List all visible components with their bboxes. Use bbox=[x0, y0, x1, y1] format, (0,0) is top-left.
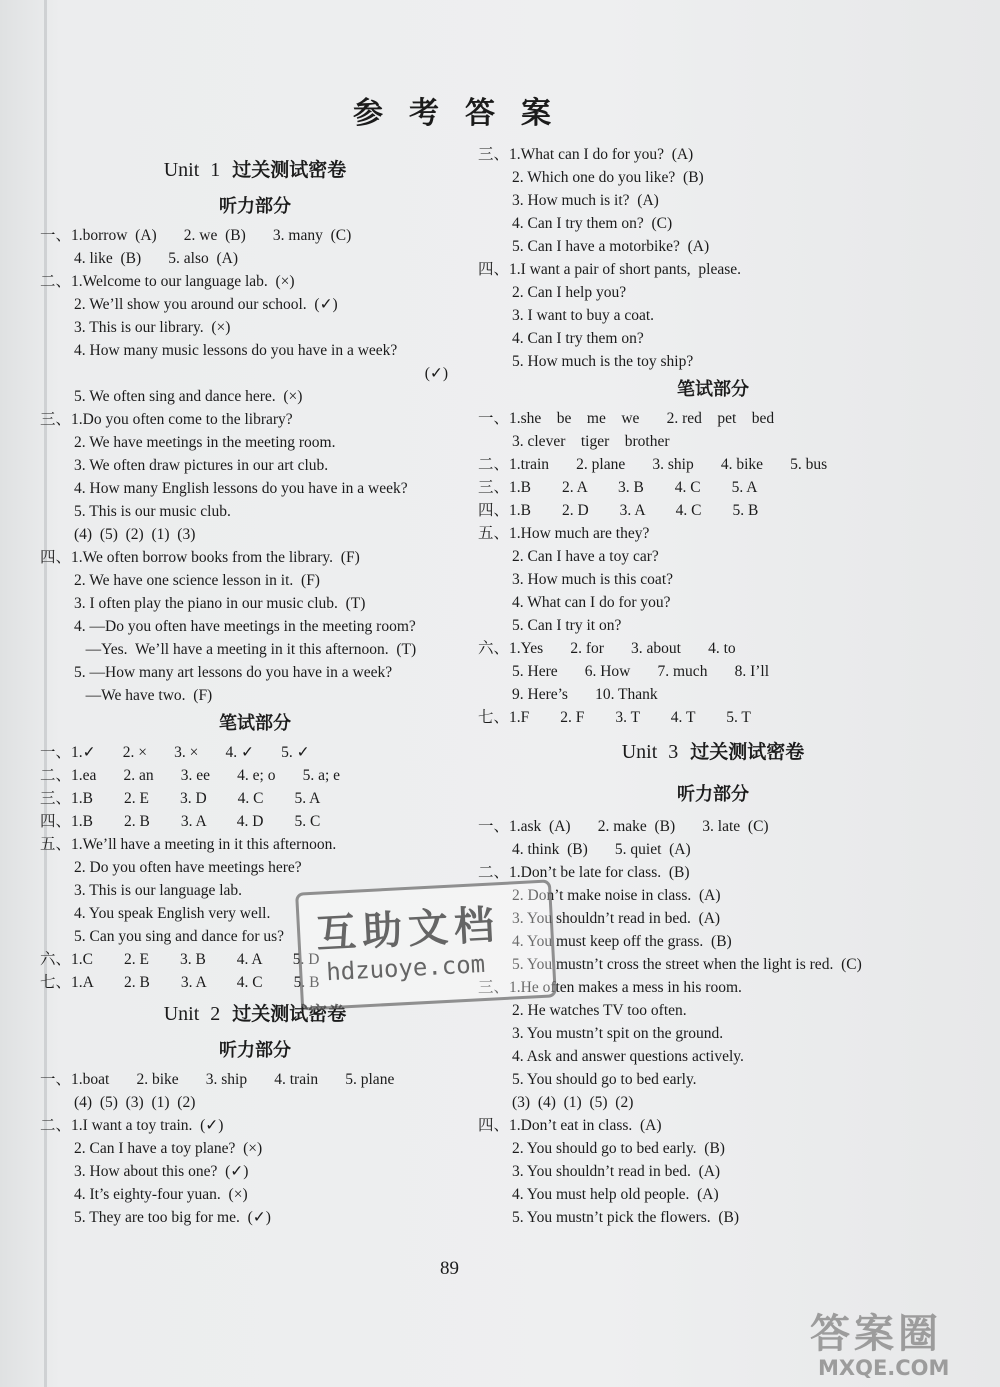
answer-line bbox=[478, 212, 948, 235]
answer-line bbox=[40, 684, 470, 707]
answer-line bbox=[40, 741, 470, 764]
answer-number: 四、1. bbox=[40, 813, 83, 830]
answer-text: 2. You should go to bed early. (B) bbox=[512, 1140, 725, 1157]
unit2-written-heading: 笔试部分 bbox=[677, 379, 749, 400]
unit2-written-answers bbox=[478, 407, 948, 729]
answer-line bbox=[40, 833, 470, 856]
page-number: 89 bbox=[440, 1258, 459, 1279]
answer-text: 4. Can I try them on? bbox=[512, 330, 644, 347]
answer-number: 三、1. bbox=[478, 146, 521, 163]
answer-text: 4. Ask and answer questions actively. bbox=[512, 1048, 744, 1065]
answer-line bbox=[478, 1114, 948, 1137]
answer-number: 三、1. bbox=[40, 790, 83, 807]
answer-text: 3. We often draw pictures in our art club. bbox=[74, 457, 329, 474]
answer-text: 5. You mustn’t pick the flowers. (B) bbox=[512, 1209, 740, 1226]
answer-text: 3. I often play the piano in our music club. (T) bbox=[74, 595, 366, 612]
answer-text: 4. It’s eighty-four yuan. (×) bbox=[74, 1186, 248, 1203]
answer-number: 六、1. bbox=[40, 951, 83, 968]
answer-text: B 2. A 3. B 4. C 5. A bbox=[520, 479, 758, 496]
answer-text: 3. I want to buy a coat. bbox=[512, 307, 655, 324]
answer-number: 六、1. bbox=[478, 640, 521, 657]
answer-text: We often borrow books from the library. (F) bbox=[82, 549, 360, 566]
answer-text: 2. We have meetings in the meeting room. bbox=[74, 434, 336, 451]
answer-text: Do you often come to the library? bbox=[82, 411, 293, 428]
answer-text: 3. This is our language lab. bbox=[74, 882, 243, 899]
page-title: 参考答案 bbox=[353, 96, 577, 131]
answer-line bbox=[40, 270, 470, 293]
logo-url: MXQE.COM bbox=[818, 1356, 950, 1380]
answer-text: (4) (5) (2) (1) (3) bbox=[74, 526, 196, 543]
answer-line bbox=[478, 706, 948, 729]
answer-line bbox=[40, 638, 470, 661]
unit3-heading bbox=[478, 729, 948, 775]
answer-line bbox=[40, 477, 470, 500]
answer-line bbox=[40, 431, 470, 454]
answer-text: 2. Can I have a toy plane? (×) bbox=[74, 1140, 263, 1157]
answer-line bbox=[40, 408, 470, 431]
answer-line bbox=[40, 1068, 470, 1091]
answer-text: 5. Can you sing and dance for us? bbox=[74, 928, 285, 945]
answer-line bbox=[478, 1045, 948, 1068]
answer-text: 3. You shouldn’t read in bed. (A) bbox=[512, 1163, 721, 1180]
answer-number: 二、1. bbox=[40, 1117, 83, 1134]
answer-text: (3) (4) (1) (5) (2) bbox=[512, 1094, 634, 1111]
answer-line bbox=[478, 235, 948, 258]
answer-text: 2. Can I help you? bbox=[512, 284, 627, 301]
answer-line bbox=[478, 407, 948, 430]
answer-line bbox=[478, 522, 948, 545]
unit2-listening-heading: 听力部分 bbox=[219, 1040, 291, 1061]
answer-text: Don’t be late for class. (B) bbox=[520, 864, 690, 881]
answer-text: 5. —How many art lessons do you have in a week? bbox=[74, 664, 393, 681]
answer-line bbox=[40, 1091, 470, 1114]
unit2-name: 过关测试密卷 bbox=[232, 1003, 347, 1025]
answer-text: F 2. F 3. T 4. T 5. T bbox=[520, 709, 751, 726]
watermark-stamp bbox=[295, 879, 557, 1010]
answer-text: boat 2. bike 3. ship 4. train 5. plane bbox=[82, 1071, 395, 1088]
answer-line bbox=[40, 454, 470, 477]
answer-line bbox=[478, 1183, 948, 1206]
answer-number: 四、1. bbox=[478, 1117, 521, 1134]
answer-line bbox=[40, 615, 470, 638]
answer-text: 2. He watches TV too often. bbox=[512, 1002, 687, 1019]
answer-line bbox=[40, 316, 470, 339]
unit1-listening-answers bbox=[40, 224, 470, 707]
answer-number: 一、1. bbox=[478, 410, 521, 427]
answer-line bbox=[478, 499, 948, 522]
answer-text: He often makes a mess in his room. bbox=[520, 979, 742, 996]
answer-line bbox=[478, 999, 948, 1022]
answer-line bbox=[478, 660, 948, 683]
answer-number: 一、1. bbox=[40, 1071, 83, 1088]
answer-line bbox=[40, 1137, 470, 1160]
answer-line bbox=[40, 569, 470, 592]
answer-line bbox=[40, 523, 470, 546]
answer-line bbox=[478, 1137, 948, 1160]
answer-number: 五、1. bbox=[478, 525, 521, 542]
unit3-label: Unit 3 bbox=[621, 741, 679, 763]
left-column bbox=[40, 150, 470, 1229]
answer-text: 3. How much is it? (A) bbox=[512, 192, 659, 209]
answer-text: 5. Here 6. How 7. much 8. I’ll bbox=[512, 663, 769, 680]
answer-number: 五、1. bbox=[40, 836, 83, 853]
answer-line bbox=[478, 1206, 948, 1229]
answer-line bbox=[478, 304, 948, 327]
answer-number: 一、1. bbox=[40, 227, 83, 244]
answer-text: 4. think (B) 5. quiet (A) bbox=[512, 841, 691, 858]
unit1-heading bbox=[40, 150, 470, 190]
answer-line bbox=[40, 247, 470, 270]
answer-text: (4) (5) (3) (1) (2) bbox=[74, 1094, 196, 1111]
answer-text: 3. How about this one? (✓) bbox=[74, 1163, 249, 1180]
unit3-listening-heading: 听力部分 bbox=[677, 784, 749, 805]
answer-text: 2. We’ll show you around our school. (✓) bbox=[74, 296, 338, 313]
answer-number: 二、1. bbox=[40, 273, 83, 290]
answer-text: 2. Which one do you like? (B) bbox=[512, 169, 704, 186]
answer-text: Don’t eat in class. (A) bbox=[520, 1117, 662, 1134]
answer-text: 3. clever tiger brother bbox=[512, 433, 670, 450]
answer-text: Welcome to our language lab. (×) bbox=[82, 273, 295, 290]
answer-text: 5. You mustn’t cross the street when the light is red. (C) bbox=[512, 956, 862, 973]
answer-text: —We have two. (F) bbox=[74, 687, 213, 704]
answer-text: 5. You should go to bed early. bbox=[512, 1071, 697, 1088]
answer-number: 一、1. bbox=[478, 818, 521, 835]
answer-line bbox=[478, 1160, 948, 1183]
answer-number: 四、1. bbox=[478, 261, 521, 278]
answer-text: (✓) bbox=[424, 365, 448, 382]
answer-number: 二、1. bbox=[478, 864, 521, 881]
answer-line bbox=[40, 546, 470, 569]
answer-line bbox=[40, 1160, 470, 1183]
answer-line bbox=[40, 385, 470, 408]
answer-line bbox=[40, 224, 470, 247]
answer-line bbox=[478, 327, 948, 350]
answer-number: 四、1. bbox=[478, 502, 521, 519]
answer-text: ea 2. an 3. ee 4. e; o 5. a; e bbox=[82, 767, 341, 784]
unit1-name: 过关测试密卷 bbox=[232, 159, 347, 181]
answer-number: 七、1. bbox=[478, 709, 521, 726]
answer-line bbox=[40, 810, 470, 833]
answer-line bbox=[40, 500, 470, 523]
answer-text: 4. You speak English very well. bbox=[74, 905, 271, 922]
answer-text: ✓ 2. × 3. × 4. ✓ 5. ✓ bbox=[82, 744, 310, 761]
answer-text: ask (A) 2. make (B) 3. late (C) bbox=[520, 818, 769, 835]
answer-line bbox=[478, 430, 948, 453]
watermark-text: 互助文档 bbox=[315, 902, 502, 958]
answer-line bbox=[478, 143, 948, 166]
answer-text: borrow (A) 2. we (B) 3. many (C) bbox=[82, 227, 352, 244]
answer-line bbox=[40, 339, 470, 362]
answer-text: B 2. B 3. A 4. D 5. C bbox=[82, 813, 321, 830]
answer-text: 4. Can I try them on? (C) bbox=[512, 215, 673, 232]
answer-line bbox=[40, 856, 470, 879]
answer-number: 四、1. bbox=[40, 549, 83, 566]
answer-text: she be me we 2. red pet bed bbox=[520, 410, 775, 427]
answer-number: 三、1. bbox=[478, 979, 521, 996]
unit3-name: 过关测试密卷 bbox=[690, 741, 805, 763]
answer-text: A 2. B 3. A 4. C 5. B bbox=[82, 974, 320, 991]
answer-text: 4. like (B) 5. also (A) bbox=[74, 250, 239, 267]
answer-text: 4. You must keep off the grass. (B) bbox=[512, 933, 732, 950]
answer-text: 2. Can I have a toy car? bbox=[512, 548, 659, 565]
answer-text: 4. How many English lessons do you have in a week? bbox=[74, 480, 408, 497]
answer-text: 4. What can I do for you? bbox=[512, 594, 671, 611]
answer-line bbox=[40, 661, 470, 684]
answer-text: 2. Do you often have meetings here? bbox=[74, 859, 302, 876]
answer-text: I want a toy train. (✓) bbox=[82, 1117, 224, 1134]
answer-text: 2. We have one science lesson in it. (F) bbox=[74, 572, 320, 589]
unit2-label: Unit 2 bbox=[163, 1003, 221, 1025]
answer-text: 5. Can I try it on? bbox=[512, 617, 622, 634]
answer-line bbox=[478, 545, 948, 568]
answer-text: What can I do for you? (A) bbox=[520, 146, 694, 163]
answer-line bbox=[478, 815, 948, 838]
answer-line bbox=[40, 1183, 470, 1206]
unit1-listening-heading: 听力部分 bbox=[219, 196, 291, 217]
answer-text: 5. Can I have a motorbike? (A) bbox=[512, 238, 710, 255]
answer-text: 5. They are too big for me. (✓) bbox=[74, 1209, 271, 1226]
answer-line bbox=[40, 293, 470, 316]
answer-text: 3. You shouldn’t read in bed. (A) bbox=[512, 910, 721, 927]
answer-line bbox=[478, 861, 948, 884]
answer-line bbox=[40, 1114, 470, 1137]
unit2-listening-answers-b bbox=[478, 143, 948, 373]
unit1-written-heading: 笔试部分 bbox=[219, 713, 291, 734]
answer-text: I want a pair of short pants, please. bbox=[520, 261, 742, 278]
answer-line bbox=[478, 1068, 948, 1091]
answer-line bbox=[478, 166, 948, 189]
answer-number: 二、1. bbox=[40, 767, 83, 784]
answer-line bbox=[478, 838, 948, 861]
answer-line bbox=[478, 350, 948, 373]
answer-number: 二、1. bbox=[478, 456, 521, 473]
answer-number: 三、1. bbox=[40, 411, 83, 428]
unit2-listening-answers-a bbox=[40, 1068, 470, 1229]
answer-text: 4. —Do you often have meetings in the meeting room? bbox=[74, 618, 416, 635]
answer-line bbox=[478, 453, 948, 476]
answer-number: 七、1. bbox=[40, 974, 83, 991]
answer-text: 5. How much is the toy ship? bbox=[512, 353, 694, 370]
unit1-label: Unit 1 bbox=[163, 159, 221, 181]
answer-line bbox=[478, 637, 948, 660]
answer-line bbox=[40, 1206, 470, 1229]
answer-text: B 2. D 3. A 4. C 5. B bbox=[520, 502, 759, 519]
answer-text: 9. Here’s 10. Thank bbox=[512, 686, 658, 703]
answer-text: How much are they? bbox=[520, 525, 650, 542]
answer-text: C 2. E 3. B 4. A 5. D bbox=[82, 951, 320, 968]
unit3-listening-answers bbox=[478, 815, 948, 1229]
answer-text: Yes 2. for 3. about 4. to bbox=[520, 640, 736, 657]
answer-line bbox=[478, 568, 948, 591]
logo-text: 答案圈 bbox=[810, 1311, 942, 1357]
answer-text: —Yes. We’ll have a meeting in it this afternoon. (T) bbox=[74, 641, 417, 658]
answer-number: 三、1. bbox=[478, 479, 521, 496]
answer-text: 5. We often sing and dance here. (×) bbox=[74, 388, 303, 405]
answer-text: train 2. plane 3. ship 4. bike 5. bus bbox=[520, 456, 828, 473]
answer-line bbox=[478, 476, 948, 499]
answer-text: 2. Don’t make noise in class. (A) bbox=[512, 887, 721, 904]
right-column bbox=[478, 143, 948, 1229]
answer-text: B 2. E 3. D 4. C 5. A bbox=[82, 790, 321, 807]
site-logo bbox=[806, 1302, 996, 1384]
answer-text: 3. This is our library. (×) bbox=[74, 319, 231, 336]
answer-line bbox=[478, 614, 948, 637]
answer-line bbox=[40, 787, 470, 810]
answer-text: 4. You must help old people. (A) bbox=[512, 1186, 719, 1203]
answer-line bbox=[40, 592, 470, 615]
answer-number: 一、1. bbox=[40, 744, 83, 761]
answer-line bbox=[40, 362, 470, 385]
answer-line bbox=[478, 189, 948, 212]
answer-line bbox=[478, 1022, 948, 1045]
answer-text: We’ll have a meeting in it this afternoon. bbox=[82, 836, 337, 853]
answer-line bbox=[478, 1091, 948, 1114]
answer-text: 4. How many music lessons do you have in a week? bbox=[74, 342, 398, 359]
answer-text: 3. How much is this coat? bbox=[512, 571, 674, 588]
answer-text: 3. You mustn’t spit on the ground. bbox=[512, 1025, 724, 1042]
answer-line bbox=[478, 683, 948, 706]
answer-line bbox=[478, 591, 948, 614]
answer-line bbox=[478, 281, 948, 304]
answer-text: 5. This is our music club. bbox=[74, 503, 231, 520]
answer-line bbox=[40, 764, 470, 787]
watermark-url: hdzuoye.com bbox=[325, 949, 486, 987]
answer-line bbox=[478, 258, 948, 281]
